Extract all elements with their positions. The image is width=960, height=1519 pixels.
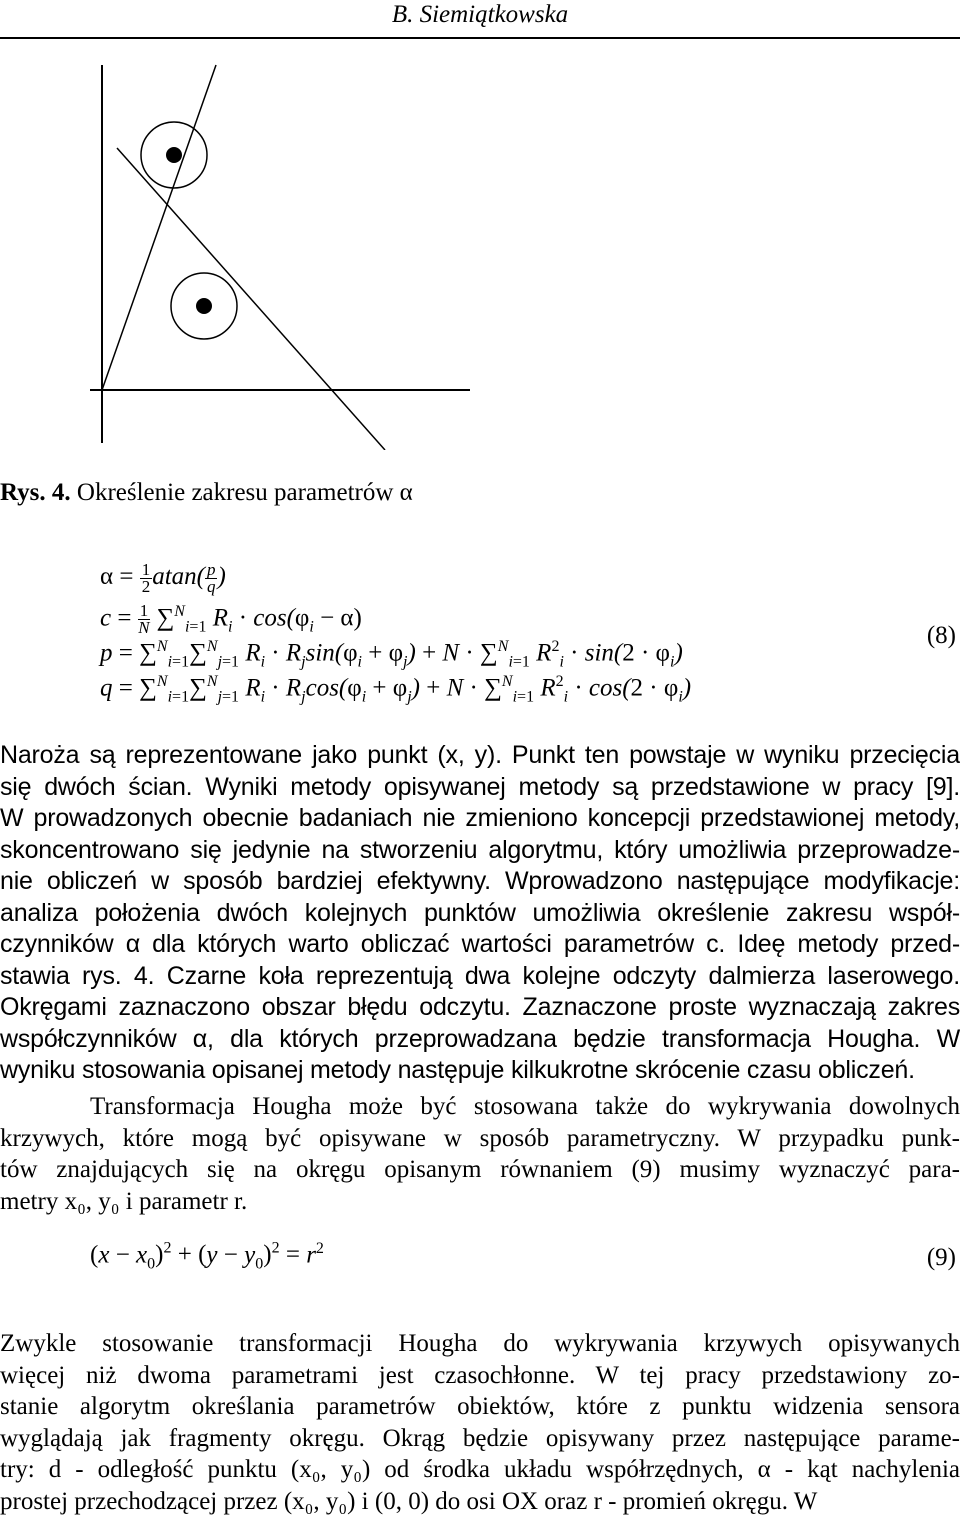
text-line: wyniku stosowania opisanej metody następuje kilkukrotne skrócenie czasu obliczeń.: [0, 1056, 915, 1084]
text-line: W prowadzonych obecnie badaniach nie zmieniono koncepcji przedstawionej metody,: [0, 804, 960, 832]
text-line: prostej przechodzącej przez (x₀, y₀) i (0, 0) do osi OX oraz r - promień okręgu. W: [0, 1487, 818, 1515]
running-header: [0, 0, 960, 40]
caption-label: Rys. 4.: [0, 479, 71, 506]
caption-text: Określenie zakresu parametrów α: [70, 479, 413, 506]
text-line: czynników α dla których warto obliczać wartości parametrów c. Ideę metody przed-: [0, 930, 960, 958]
text-line: Transformacja Hougha może być stosowana także do wykrywania dowolnych: [90, 1093, 960, 1120]
paragraph-1: [0, 740, 960, 1087]
text-line: się dwóch ścian. Wyniki metody opisywanej metody są przedstawione w pracy [9].: [0, 772, 960, 801]
header-author: B. Siemiątkowska: [391, 1, 569, 28]
text-line: analiza położenia dwóch kolejnych punktów umożliwia określenie zakresu współ-: [0, 898, 960, 927]
reading-point-1: [166, 147, 182, 163]
figure-4: [90, 60, 470, 450]
equation-9-number: (9): [926, 1244, 956, 1271]
text-line: więcej niż dwoma parametrami jest czasochłonne. W tej pracy przedstawiony zo-: [0, 1361, 960, 1389]
header-rule: [0, 37, 960, 39]
text-line: krzywych, które mogą być opisywane w sposób parametryczny. W przypadku punk-: [0, 1124, 960, 1152]
text-line: tów znajdujących się na okręgu opisanym równaniem (9) musimy wyznaczyć para-: [0, 1156, 960, 1183]
text-line: Zwykle stosowanie transformacji Hougha do wykrywania krzywych opisywanych: [0, 1330, 960, 1357]
text-line: nie obliczeń w sposób bardziej efektywny. Wprowadzono następujące modyfikacje:: [0, 867, 960, 895]
text-line: stanie algorytm określania parametrów obiektów, które z punktu widzenia sensora: [0, 1393, 960, 1420]
paragraph-2: [0, 1091, 960, 1217]
text-line: Naroża są reprezentowane jako punkt (x, y). Punkt ten powstaje w wyniku przecięcia: [0, 741, 960, 769]
equation-9: $(x - x_0)^2 + (y - y_0)^2 = r^2$: [90, 1240, 324, 1273]
equation-8-number: (8): [926, 622, 956, 649]
range-line-2: [117, 148, 385, 450]
equation-8: [100, 559, 800, 706]
text-line: Okręgami zaznaczono obszar błędu odczytu. Zaznaczone proste wyznaczają zakres: [0, 993, 960, 1021]
reading-point-2: [196, 298, 212, 314]
eq8-line-1: α = $\frac{1}{2}$ atan( $\frac{p}{q}$ ): [100, 559, 226, 596]
eq8-line-4: q = ∑$^N_{i=1}$∑$^N_{j=1}$ $R_i \cdot R_j\cos(\varphi_i + \varphi_j) + N \cdot \sum^N_{i=1}$ $R^2_i \cdot \cos(2 \cdot \varphi_i)$: [100, 673, 692, 706]
text-line: try: d - odległość punktu (x₀, y₀) od środka układu współrzędnych, α - kąt nachylenia: [0, 1456, 960, 1483]
text-line: metry x₀, y₀ i parametr r.: [0, 1187, 248, 1215]
eq8-line-3: p = ∑$^N_{i=1}$∑$^N_{j=1}$ $R_i \cdot R_j\sin(\varphi_i + \varphi_j) + N \cdot \sum^N_{i=1}$ $R^2_i \cdot \sin(2 \cdot \varphi_i)$: [100, 638, 683, 671]
paragraph-3: [0, 1328, 960, 1517]
text-line: współczynników α, dla których przeprowadzana będzie transformacja Hougha. W: [0, 1024, 960, 1053]
text-line: stawia rys. 4. Czarne koła reprezentują dwa kolejne odczyty dalmierza laserowego.: [0, 961, 960, 990]
text-line: wyglądają jak fragmenty okręgu. Okrąg będzie opisywany przez następujące parame-: [0, 1424, 960, 1452]
range-line-1: [102, 65, 216, 390]
eq8-line-2: c = $\frac{1}{N}$ ∑$^N_{i=1}$ $R_i \cdot \cos(\varphi_i - \alpha)$: [100, 601, 362, 638]
text-line: skoncentrowano się jedynie na stworzeniu algorytmu, który umożliwia przeprowadze-: [0, 835, 960, 864]
figure-caption: [0, 476, 413, 510]
